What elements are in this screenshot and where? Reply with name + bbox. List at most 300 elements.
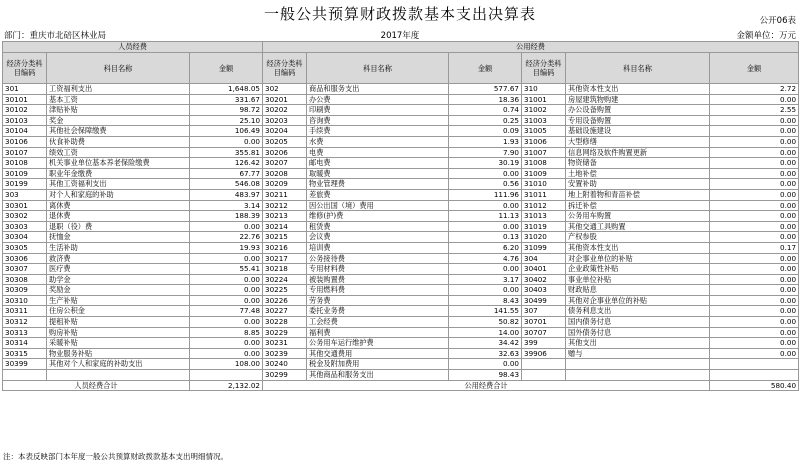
amount-cell: 55.41 bbox=[190, 264, 263, 275]
code-cell: 30218 bbox=[263, 264, 307, 275]
name-cell: 租赁费 bbox=[307, 221, 449, 232]
code-cell: 30299 bbox=[263, 370, 307, 381]
form-number: 公开06表 bbox=[759, 16, 796, 26]
name-cell: 基础设施建设 bbox=[566, 126, 710, 137]
amount-cell: 0.00 bbox=[190, 253, 263, 264]
code-cell: 304 bbox=[522, 253, 566, 264]
code-cell bbox=[3, 370, 47, 381]
name-cell: 取暖费 bbox=[307, 168, 449, 179]
code-cell bbox=[522, 359, 566, 370]
name-cell: 物业服务补贴 bbox=[47, 348, 190, 359]
amount-cell: 1,648.05 bbox=[190, 84, 263, 95]
name-cell: 大型修缮 bbox=[566, 136, 710, 147]
name-cell: 物资储备 bbox=[566, 158, 710, 169]
totals-row bbox=[3, 380, 799, 391]
name-cell: 提租补贴 bbox=[47, 317, 190, 328]
code-cell: 30240 bbox=[263, 359, 307, 370]
table-row bbox=[3, 105, 799, 116]
code-cell: 30106 bbox=[3, 136, 47, 147]
amount-cell: 50.82 bbox=[449, 317, 522, 328]
code-cell: 30228 bbox=[263, 317, 307, 328]
table-row bbox=[3, 295, 799, 306]
amount-cell: 0.00 bbox=[190, 317, 263, 328]
amount-cell: 0.56 bbox=[449, 179, 522, 190]
amount-cell: 77.48 bbox=[190, 306, 263, 317]
code-cell: 30303 bbox=[3, 221, 47, 232]
code-cell: 30306 bbox=[3, 253, 47, 264]
code-cell: 30312 bbox=[3, 317, 47, 328]
amount-cell: 0.17 bbox=[710, 242, 799, 253]
amount-cell: 111.96 bbox=[449, 189, 522, 200]
name-cell: 商品和服务支出 bbox=[307, 84, 449, 95]
code-cell: 30224 bbox=[263, 274, 307, 285]
amount-cell: 577.67 bbox=[449, 84, 522, 95]
table-title: 一般公共预算财政拨款基本支出决算表 bbox=[263, 5, 536, 23]
amount-cell: 0.00 bbox=[190, 338, 263, 349]
code-cell: 30204 bbox=[263, 126, 307, 137]
amount-cell: 67.77 bbox=[190, 168, 263, 179]
amount-cell: 0.00 bbox=[710, 327, 799, 338]
personnel-section-title: 人员经费 bbox=[3, 42, 263, 53]
name-cell: 抚恤金 bbox=[47, 232, 190, 243]
code-cell: 31019 bbox=[522, 221, 566, 232]
table-row bbox=[3, 348, 799, 359]
section-header-row bbox=[3, 42, 799, 53]
code-cell: 30311 bbox=[3, 306, 47, 317]
code-cell: 30108 bbox=[3, 158, 47, 169]
table-row bbox=[3, 338, 799, 349]
name-cell: 离休费 bbox=[47, 200, 190, 211]
table-row bbox=[3, 84, 799, 95]
amount-cell: 22.76 bbox=[190, 232, 263, 243]
name-cell: 奖金 bbox=[47, 115, 190, 126]
amount-cell bbox=[710, 370, 799, 381]
amount-cell: 0.00 bbox=[449, 359, 522, 370]
name-cell: 医疗费 bbox=[47, 264, 190, 275]
name-cell: 其他支出 bbox=[566, 338, 710, 349]
table-row bbox=[3, 274, 799, 285]
code-cell: 30107 bbox=[3, 147, 47, 158]
name-cell: 绩效工资 bbox=[47, 147, 190, 158]
name-cell: 奖励金 bbox=[47, 285, 190, 296]
name-cell: 专用燃料费 bbox=[307, 285, 449, 296]
code-cell: 30207 bbox=[263, 158, 307, 169]
amount-cell: 0.00 bbox=[710, 306, 799, 317]
name-cell: 财政贴息 bbox=[566, 285, 710, 296]
table-row bbox=[3, 221, 799, 232]
code-cell: 30701 bbox=[522, 317, 566, 328]
name-cell: 对企事业单位的补贴 bbox=[566, 253, 710, 264]
name-cell: 工资福利支出 bbox=[47, 84, 190, 95]
name-cell: 退休费 bbox=[47, 211, 190, 222]
amount-cell: 0.00 bbox=[710, 136, 799, 147]
name-cell: 职业年金缴费 bbox=[47, 168, 190, 179]
name-cell bbox=[566, 370, 710, 381]
table-row bbox=[3, 317, 799, 328]
amount-cell: 0.00 bbox=[710, 211, 799, 222]
code-cell: 302 bbox=[263, 84, 307, 95]
name-cell: 专用设备购置 bbox=[566, 115, 710, 126]
code-cell bbox=[522, 370, 566, 381]
code-cell: 30211 bbox=[263, 189, 307, 200]
name-cell: 因公出国（境）费用 bbox=[307, 200, 449, 211]
code-cell: 30199 bbox=[3, 179, 47, 190]
amount-cell: 0.00 bbox=[710, 179, 799, 190]
name-cell: 其他社会保障缴费 bbox=[47, 126, 190, 137]
code-cell: 30217 bbox=[263, 253, 307, 264]
table-row bbox=[3, 94, 799, 105]
amount-cell: 0.00 bbox=[710, 253, 799, 264]
name-cell: 福利费 bbox=[307, 327, 449, 338]
table-row bbox=[3, 211, 799, 222]
code-cell: 30499 bbox=[522, 295, 566, 306]
column-header-row bbox=[3, 53, 799, 84]
code-cell: 30216 bbox=[263, 242, 307, 253]
code-cell: 30215 bbox=[263, 232, 307, 243]
public-total-label: 公用经费合计 bbox=[263, 380, 710, 391]
code-cell: 30104 bbox=[3, 126, 47, 137]
code-cell: 30402 bbox=[522, 274, 566, 285]
code-cell: 30403 bbox=[522, 285, 566, 296]
code-cell: 30205 bbox=[263, 136, 307, 147]
code-cell: 30202 bbox=[263, 105, 307, 116]
amount-cell: 0.00 bbox=[710, 94, 799, 105]
amount-cell: 0.00 bbox=[190, 221, 263, 232]
code-cell: 31006 bbox=[522, 136, 566, 147]
code-cell: 30226 bbox=[263, 295, 307, 306]
amount-cell: 0.00 bbox=[449, 264, 522, 275]
table-row bbox=[3, 306, 799, 317]
name-cell: 咨询费 bbox=[307, 115, 449, 126]
table-row bbox=[3, 359, 799, 370]
name-cell: 培训费 bbox=[307, 242, 449, 253]
amount-cell: 0.00 bbox=[710, 348, 799, 359]
amount-cell: 108.00 bbox=[190, 359, 263, 370]
name-cell: 事业单位补贴 bbox=[566, 274, 710, 285]
code-cell: 30304 bbox=[3, 232, 47, 243]
code-cell: 30208 bbox=[263, 168, 307, 179]
name-cell: 住房公积金 bbox=[47, 306, 190, 317]
name-cell bbox=[47, 370, 190, 381]
name-cell: 企业政策性补贴 bbox=[566, 264, 710, 275]
name-cell: 税金及附加费用 bbox=[307, 359, 449, 370]
amount-cell: 0.13 bbox=[449, 232, 522, 243]
name-cell: 其他工资福利支出 bbox=[47, 179, 190, 190]
amount-cell: 188.39 bbox=[190, 211, 263, 222]
table-row bbox=[3, 264, 799, 275]
col-header-code: 经济分类科目编码 bbox=[263, 53, 307, 84]
amount-cell: 0.00 bbox=[710, 126, 799, 137]
col-header-name: 科目名称 bbox=[47, 53, 190, 84]
amount-cell: 483.97 bbox=[190, 189, 263, 200]
amount-cell: 1.93 bbox=[449, 136, 522, 147]
name-cell: 其他交通工具购置 bbox=[566, 221, 710, 232]
code-cell: 30102 bbox=[3, 105, 47, 116]
amount-cell: 7.90 bbox=[449, 147, 522, 158]
amount-cell: 30.19 bbox=[449, 158, 522, 169]
code-cell: 31009 bbox=[522, 168, 566, 179]
name-cell: 生活补助 bbox=[47, 242, 190, 253]
amount-unit: 金额单位：万元 bbox=[736, 31, 796, 41]
code-cell: 31099 bbox=[522, 242, 566, 253]
name-cell: 物业管理费 bbox=[307, 179, 449, 190]
amount-cell: 0.00 bbox=[710, 264, 799, 275]
code-cell: 30214 bbox=[263, 221, 307, 232]
code-cell: 31005 bbox=[522, 126, 566, 137]
code-cell: 31012 bbox=[522, 200, 566, 211]
name-cell: 机关事业单位基本养老保险缴费 bbox=[47, 158, 190, 169]
col-header-code: 经济分类科目编码 bbox=[3, 53, 47, 84]
name-cell: 退职（役）费 bbox=[47, 221, 190, 232]
expenditure-table bbox=[2, 41, 799, 391]
code-cell: 30401 bbox=[522, 264, 566, 275]
name-cell: 生产补贴 bbox=[47, 295, 190, 306]
code-cell: 30209 bbox=[263, 179, 307, 190]
name-cell: 办公设备购置 bbox=[566, 105, 710, 116]
department-label: 部门：重庆市北碚区林业局 bbox=[4, 31, 107, 41]
amount-cell: 4.76 bbox=[449, 253, 522, 264]
amount-cell: 32.63 bbox=[449, 348, 522, 359]
name-cell: 公务用车运行维护费 bbox=[307, 338, 449, 349]
table-row bbox=[3, 179, 799, 190]
code-cell: 30308 bbox=[3, 274, 47, 285]
code-cell: 31007 bbox=[522, 147, 566, 158]
code-cell: 31003 bbox=[522, 115, 566, 126]
code-cell: 30103 bbox=[3, 115, 47, 126]
code-cell: 30305 bbox=[3, 242, 47, 253]
code-cell: 303 bbox=[3, 189, 47, 200]
code-cell: 30307 bbox=[3, 264, 47, 275]
code-cell: 30203 bbox=[263, 115, 307, 126]
amount-cell: 34.42 bbox=[449, 338, 522, 349]
code-cell: 31020 bbox=[522, 232, 566, 243]
name-cell: 被装购置费 bbox=[307, 274, 449, 285]
table-row bbox=[3, 327, 799, 338]
personnel-total-label: 人员经费合计 bbox=[3, 380, 190, 391]
table-row bbox=[3, 253, 799, 264]
name-cell: 采暖补贴 bbox=[47, 338, 190, 349]
code-cell: 30314 bbox=[3, 338, 47, 349]
amount-cell: 11.13 bbox=[449, 211, 522, 222]
name-cell: 公务接待费 bbox=[307, 253, 449, 264]
name-cell: 土地补偿 bbox=[566, 168, 710, 179]
name-cell: 劳务费 bbox=[307, 295, 449, 306]
name-cell: 伙食补助费 bbox=[47, 136, 190, 147]
amount-cell: 0.00 bbox=[449, 221, 522, 232]
code-cell: 30229 bbox=[263, 327, 307, 338]
amount-cell: 0.00 bbox=[710, 147, 799, 158]
name-cell: 电费 bbox=[307, 147, 449, 158]
name-cell: 债务利息支出 bbox=[566, 306, 710, 317]
name-cell: 手续费 bbox=[307, 126, 449, 137]
amount-cell: 106.49 bbox=[190, 126, 263, 137]
col-header-name: 科目名称 bbox=[566, 53, 710, 84]
name-cell: 印刷费 bbox=[307, 105, 449, 116]
amount-cell: 25.10 bbox=[190, 115, 263, 126]
amount-cell: 141.55 bbox=[449, 306, 522, 317]
name-cell: 安置补助 bbox=[566, 179, 710, 190]
amount-cell: 3.17 bbox=[449, 274, 522, 285]
code-cell: 30309 bbox=[3, 285, 47, 296]
amount-cell: 0.00 bbox=[449, 168, 522, 179]
name-cell: 工会经费 bbox=[307, 317, 449, 328]
code-cell: 30302 bbox=[3, 211, 47, 222]
table-row bbox=[3, 200, 799, 211]
amount-cell: 0.00 bbox=[710, 168, 799, 179]
code-cell: 31011 bbox=[522, 189, 566, 200]
code-cell: 30315 bbox=[3, 348, 47, 359]
code-cell: 30239 bbox=[263, 348, 307, 359]
amount-cell: 126.42 bbox=[190, 158, 263, 169]
table-row bbox=[3, 232, 799, 243]
name-cell: 产权参股 bbox=[566, 232, 710, 243]
code-cell: 307 bbox=[522, 306, 566, 317]
amount-cell: 546.08 bbox=[190, 179, 263, 190]
name-cell: 助学金 bbox=[47, 274, 190, 285]
amount-cell: 0.00 bbox=[710, 221, 799, 232]
name-cell: 国内债务付息 bbox=[566, 317, 710, 328]
code-cell: 30101 bbox=[3, 94, 47, 105]
table-row bbox=[3, 158, 799, 169]
table-row bbox=[3, 168, 799, 179]
code-cell: 30399 bbox=[3, 359, 47, 370]
amount-cell: 0.00 bbox=[190, 274, 263, 285]
code-cell: 30231 bbox=[263, 338, 307, 349]
public-section-title: 公用经费 bbox=[263, 42, 799, 53]
code-cell: 30212 bbox=[263, 200, 307, 211]
code-cell: 31001 bbox=[522, 94, 566, 105]
name-cell: 对个人和家庭的补助 bbox=[47, 189, 190, 200]
code-cell: 31010 bbox=[522, 179, 566, 190]
amount-cell: 0.00 bbox=[190, 136, 263, 147]
amount-cell: 2.55 bbox=[710, 105, 799, 116]
amount-cell: 0.00 bbox=[190, 295, 263, 306]
code-cell: 399 bbox=[522, 338, 566, 349]
name-cell: 其他资本性支出 bbox=[566, 242, 710, 253]
name-cell: 其他对企事业单位的补贴 bbox=[566, 295, 710, 306]
code-cell: 30227 bbox=[263, 306, 307, 317]
amount-cell: 0.00 bbox=[710, 338, 799, 349]
amount-cell: 0.74 bbox=[449, 105, 522, 116]
code-cell: 30301 bbox=[3, 200, 47, 211]
amount-cell: 355.81 bbox=[190, 147, 263, 158]
code-cell: 30206 bbox=[263, 147, 307, 158]
amount-cell: 0.25 bbox=[449, 115, 522, 126]
table-row bbox=[3, 370, 799, 381]
code-cell: 31002 bbox=[522, 105, 566, 116]
code-cell: 30707 bbox=[522, 327, 566, 338]
amount-cell: 6.20 bbox=[449, 242, 522, 253]
public-total-value: 580.40 bbox=[710, 380, 799, 391]
code-cell: 30310 bbox=[3, 295, 47, 306]
name-cell: 差旅费 bbox=[307, 189, 449, 200]
name-cell: 邮电费 bbox=[307, 158, 449, 169]
code-cell: 301 bbox=[3, 84, 47, 95]
name-cell: 维修(护)费 bbox=[307, 211, 449, 222]
code-cell: 31013 bbox=[522, 211, 566, 222]
name-cell: 水费 bbox=[307, 136, 449, 147]
name-cell: 国外债务付息 bbox=[566, 327, 710, 338]
name-cell: 赠与 bbox=[566, 348, 710, 359]
name-cell: 购房补贴 bbox=[47, 327, 190, 338]
table-row bbox=[3, 115, 799, 126]
name-cell: 办公费 bbox=[307, 94, 449, 105]
amount-cell: 0.09 bbox=[449, 126, 522, 137]
name-cell: 津贴补贴 bbox=[47, 105, 190, 116]
name-cell: 信息网络及软件购置更新 bbox=[566, 147, 710, 158]
name-cell: 其他商品和服务支出 bbox=[307, 370, 449, 381]
code-cell: 30213 bbox=[263, 211, 307, 222]
name-cell: 其他资本性支出 bbox=[566, 84, 710, 95]
name-cell: 其他交通费用 bbox=[307, 348, 449, 359]
amount-cell: 0.00 bbox=[710, 200, 799, 211]
code-cell: 39906 bbox=[522, 348, 566, 359]
code-cell: 30313 bbox=[3, 327, 47, 338]
name-cell bbox=[566, 359, 710, 370]
amount-cell: 0.00 bbox=[710, 232, 799, 243]
col-header-code: 经济分类科目编码 bbox=[522, 53, 566, 84]
amount-cell: 98.72 bbox=[190, 105, 263, 116]
amount-cell: 0.00 bbox=[710, 189, 799, 200]
name-cell: 基本工资 bbox=[47, 94, 190, 105]
col-header-amount: 金额 bbox=[710, 53, 799, 84]
table-row bbox=[3, 189, 799, 200]
name-cell: 专用材料费 bbox=[307, 264, 449, 275]
amount-cell: 0.00 bbox=[710, 295, 799, 306]
col-header-amount: 金额 bbox=[449, 53, 522, 84]
amount-cell: 0.00 bbox=[710, 274, 799, 285]
code-cell: 30109 bbox=[3, 168, 47, 179]
code-cell: 30201 bbox=[263, 94, 307, 105]
footnote: 注：本表反映部门本年度一般公共预算财政拨款基本支出明细情况。 bbox=[3, 452, 228, 461]
amount-cell: 0.00 bbox=[710, 158, 799, 169]
name-cell: 地上附着物和青苗补偿 bbox=[566, 189, 710, 200]
amount-cell bbox=[190, 370, 263, 381]
table-row bbox=[3, 285, 799, 296]
amount-cell: 19.93 bbox=[190, 242, 263, 253]
name-cell: 公务用车购置 bbox=[566, 211, 710, 222]
code-cell: 31008 bbox=[522, 158, 566, 169]
amount-cell: 0.00 bbox=[710, 115, 799, 126]
name-cell: 救济费 bbox=[47, 253, 190, 264]
amount-cell: 98.43 bbox=[449, 370, 522, 381]
table-row bbox=[3, 126, 799, 137]
amount-cell bbox=[710, 359, 799, 370]
name-cell: 房屋建筑物购建 bbox=[566, 94, 710, 105]
amount-cell: 331.67 bbox=[190, 94, 263, 105]
amount-cell: 0.00 bbox=[449, 200, 522, 211]
amount-cell: 18.36 bbox=[449, 94, 522, 105]
col-header-amount: 金额 bbox=[190, 53, 263, 84]
code-cell: 30225 bbox=[263, 285, 307, 296]
table-row bbox=[3, 136, 799, 147]
table-row bbox=[3, 147, 799, 158]
amount-cell: 0.00 bbox=[190, 348, 263, 359]
table-row bbox=[3, 242, 799, 253]
amount-cell: 2.72 bbox=[710, 84, 799, 95]
personnel-total-value: 2,132.02 bbox=[190, 380, 263, 391]
amount-cell: 14.00 bbox=[449, 327, 522, 338]
amount-cell: 0.00 bbox=[449, 285, 522, 296]
amount-cell: 8.85 bbox=[190, 327, 263, 338]
amount-cell: 3.14 bbox=[190, 200, 263, 211]
name-cell: 其他对个人和家庭的补助支出 bbox=[47, 359, 190, 370]
amount-cell: 0.00 bbox=[710, 285, 799, 296]
code-cell: 310 bbox=[522, 84, 566, 95]
amount-cell: 8.43 bbox=[449, 295, 522, 306]
amount-cell: 0.00 bbox=[710, 317, 799, 328]
name-cell: 会议费 bbox=[307, 232, 449, 243]
